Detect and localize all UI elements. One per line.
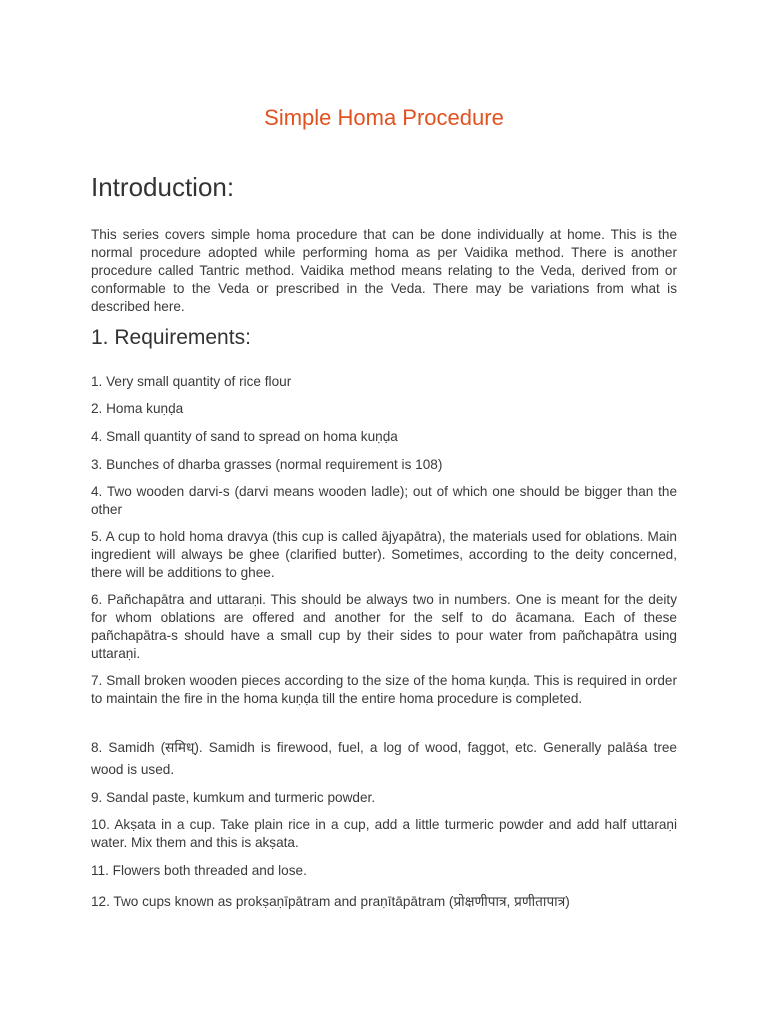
- list-item: 1. Very small quantity of rice flour: [91, 374, 292, 389]
- list-item: 12. Two cups known as prokṣaṇīpātram and praṇītāpātram (प्रोक्षणीपात्र, प्रणीतापात्र): [91, 894, 570, 909]
- list-item: 5. A cup to hold homa dravya (this cup is called ājyapātra), the materials used for oblations. Main ingredient will always be ghee (clarified butter). Sometimes, according to the deity concerned, there will be additions to ghee.: [91, 529, 677, 580]
- list-item: 10. Akṣata in a cup. Take plain rice in a cup, add a little turmeric powder and add half uttaraṇi water. Mix them and this is akṣata.: [91, 817, 677, 850]
- introduction-heading: Introduction:: [91, 172, 235, 202]
- list-item: 4. Two wooden darvi-s (darvi means wooden ladle); out of which one should be bigger than the other: [91, 484, 677, 517]
- list-item: 4. Small quantity of sand to spread on homa kuṇḍa: [91, 429, 398, 444]
- document-title: Simple Homa Procedure: [264, 105, 504, 130]
- list-item: 11. Flowers both threaded and lose.: [91, 863, 307, 878]
- list-item: 2. Homa kuṇḍa: [91, 401, 184, 416]
- list-item: 8. Samidh (समिध्). Samidh is firewood, fuel, a log of wood, faggot, etc. Generally palāśa tree wood is used.: [91, 740, 677, 777]
- requirements-heading: 1. Requirements:: [91, 326, 251, 349]
- list-item: 7. Small broken wooden pieces according to the size of the homa kuṇḍa. This is required in order to maintain the fire in the homa kuṇḍa till the entire homa procedure is completed.: [91, 673, 677, 706]
- list-item: 3. Bunches of dharba grasses (normal requirement is 108): [91, 457, 443, 472]
- introduction-paragraph: This series covers simple homa procedure that can be done individually at home. This is the normal procedure adopted while performing homa as per Vaidika method. There is another procedure called Tantric method. Vaidika method means relating to the Veda, derived from or conformable to the Veda or prescribed in the Veda. There may be variations from what is described here.: [91, 227, 677, 314]
- list-item: 9. Sandal paste, kumkum and turmeric powder.: [91, 790, 376, 805]
- list-item: 6. Pañchapātra and uttaraṇi. This should be always two in numbers. One is meant for the deity for whom oblations are offered and another for the self to do ācamana. Each of these pañchapātra-s should have a small cup by their sides to pour water from pañchapātra using uttaraṇi.: [91, 592, 677, 661]
